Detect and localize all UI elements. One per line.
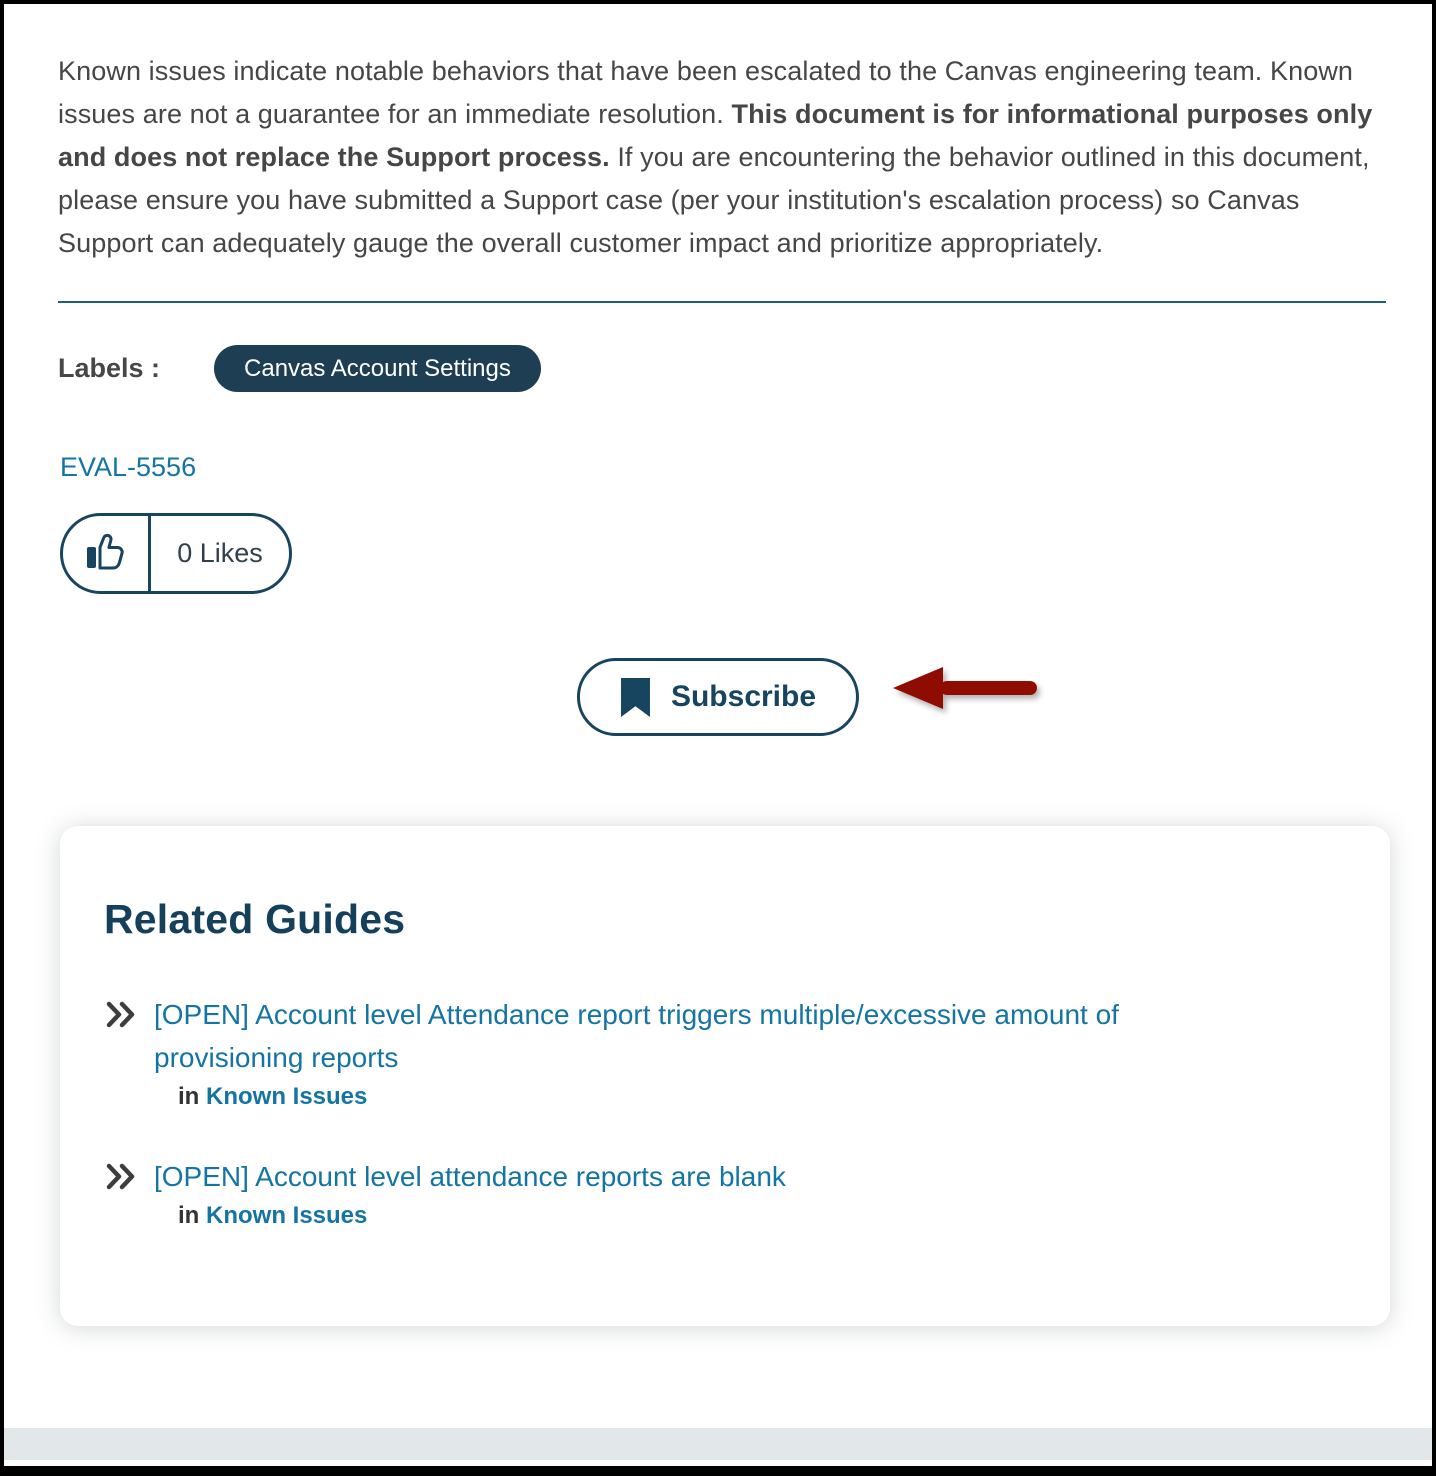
related-guides-card [60, 826, 1390, 1326]
page-bottom-margin [4, 1460, 1432, 1466]
guide-list-item [104, 993, 1344, 1111]
subscribe-button[interactable] [577, 658, 859, 736]
like-button-thumb-section[interactable] [63, 516, 151, 591]
guide-in-label: in [178, 1083, 200, 1110]
issue-id-link[interactable]: EVAL-5556 [60, 452, 197, 482]
known-issues-intro-paragraph [58, 50, 1386, 265]
guide-in-label: in [178, 1202, 200, 1229]
thumbs-up-icon [83, 529, 129, 578]
label-badge-text: Canvas Account Settings [244, 354, 511, 382]
page-background-band [4, 1428, 1432, 1460]
guide-category-link[interactable]: Known Issues [206, 1083, 368, 1110]
guide-category-link[interactable]: Known Issues [206, 1202, 368, 1229]
guide-item-body [154, 1155, 786, 1230]
guide-item-body [154, 993, 1274, 1111]
section-divider [58, 301, 1386, 303]
guide-title-link[interactable]: [OPEN] Account level Attendance report triggers multiple/excessive amount of provisioning reports [154, 999, 1119, 1073]
intro-text-bold: This document is for informational purposes only and does not replace the Support process. [58, 99, 1373, 172]
guide-category-line [178, 1202, 786, 1230]
double-chevron-right-icon [106, 1163, 138, 1195]
like-button[interactable] [60, 513, 292, 594]
intro-text-1: Known issues indicate notable behaviors that have been escalated to the Canvas engineering team. Known issues are not a guarantee for an immediate resolution. [58, 56, 1354, 129]
annotation-arrow-icon [890, 658, 1040, 718]
guide-list-item [104, 1155, 1344, 1230]
label-badge-canvas-account-settings[interactable] [214, 345, 541, 392]
subscribe-row [4, 658, 1432, 738]
bookmark-icon [620, 677, 651, 718]
labels-caption: Labels : [58, 353, 161, 383]
labels-row [58, 345, 1432, 392]
double-chevron-right-icon [106, 1001, 138, 1033]
likes-count: 0 Likes [177, 538, 263, 568]
related-guides-list [104, 993, 1344, 1230]
guide-title-link[interactable]: [OPEN] Account level attendance reports are blank [154, 1161, 786, 1192]
related-guides-title: Related Guides [104, 896, 406, 942]
intro-text-2: If you are encountering the behavior outlined in this document, please ensure you have submitted a Support case (per your institution's escalation process) so Canvas Support can adequately gauge the overall customer impact and prioritize appropriately. [58, 142, 1370, 258]
guide-category-line [178, 1083, 1274, 1111]
subscribe-button-label: Subscribe [670, 680, 817, 713]
